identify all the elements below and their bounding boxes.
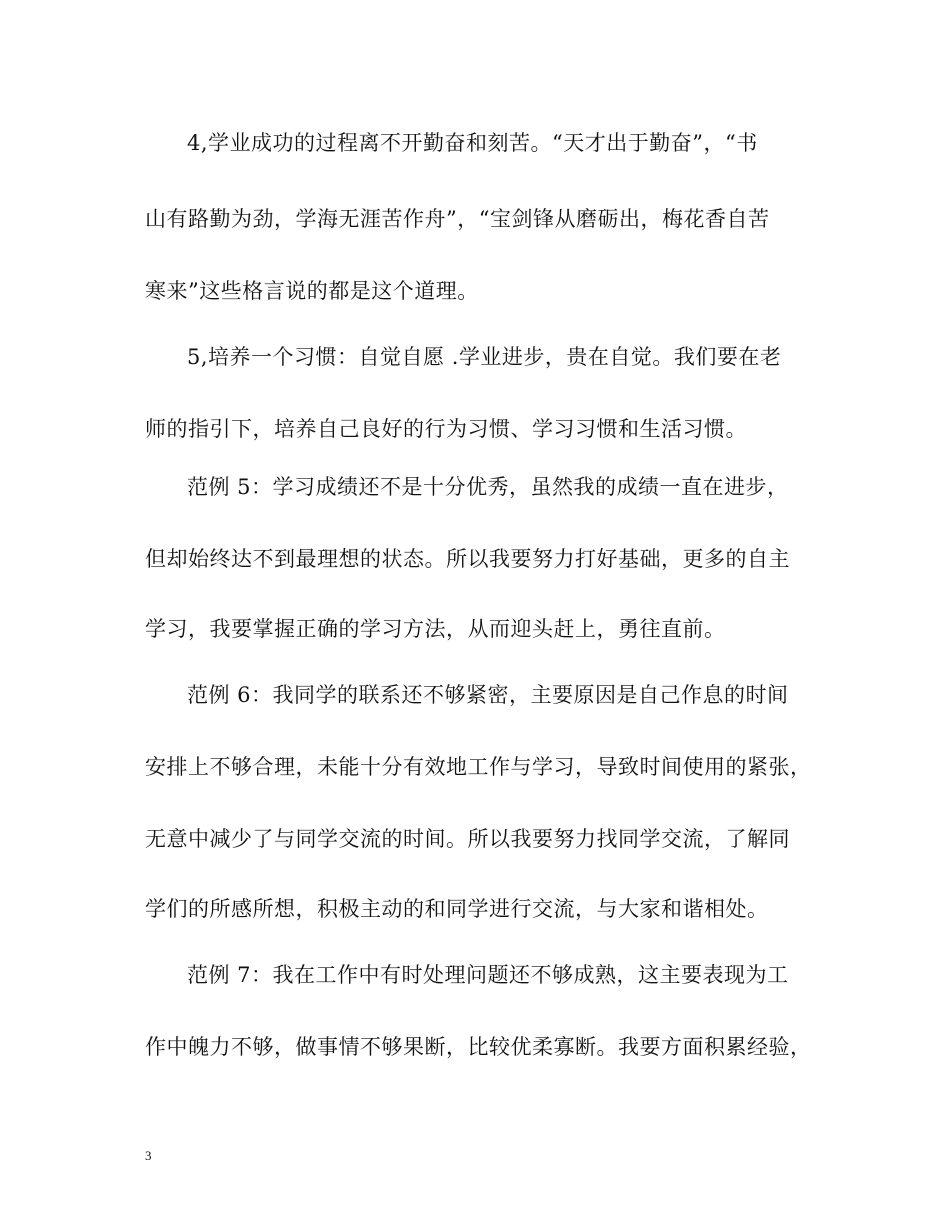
text-line: 作中魄力不够，做事情不够果断，比较优柔寡断。我要方面积累经验，: [145, 1035, 812, 1059]
text-line: 范例 7：我在工作中有时处理问题还不够成熟，这主要表现为工: [187, 963, 789, 987]
page-number: 3: [145, 1148, 152, 1163]
text-line: 学们的所感所想，积极主动的和同学进行交流，与大家和谐相处。: [145, 897, 769, 921]
text-line: 范例 5：学习成绩还不是十分优秀，虽然我的成绩一直在进步，: [187, 475, 789, 499]
text-line: 寒来”这些格言说的都是这个道理。: [145, 279, 479, 303]
text-line: 师的指引下，培养自己良好的行为习惯、学习习惯和生活习惯。: [145, 417, 747, 441]
text-line: 安排上不够合理，未能十分有效地工作与学习，导致时间使用的紧张，: [145, 755, 812, 779]
text-line: 学习，我要掌握正确的学习方法，从而迎头赶上，勇往直前。: [145, 617, 726, 641]
text-line: 山有路勤为劲，学海无涯苦作舟”，“宝剑锋从磨砺出，梅花香自苦: [145, 207, 770, 231]
text-line: 4,学业成功的过程离不开勤奋和刻苦。“天才出于勤奋”，“书: [187, 131, 758, 155]
text-line: 范例 6：我同学的联系还不够紧密，主要原因是自己作息的时间: [187, 683, 789, 707]
text-line: 5,培养一个习惯：自觉自愿 .学业进步，贵在自觉。我们要在老: [187, 345, 782, 369]
text-line: 但却始终达不到最理想的状态。所以我要努力打好基础，更多的自主: [145, 547, 790, 571]
text-line: 无意中减少了与同学交流的时间。所以我要努力找同学交流，了解同: [145, 827, 790, 851]
